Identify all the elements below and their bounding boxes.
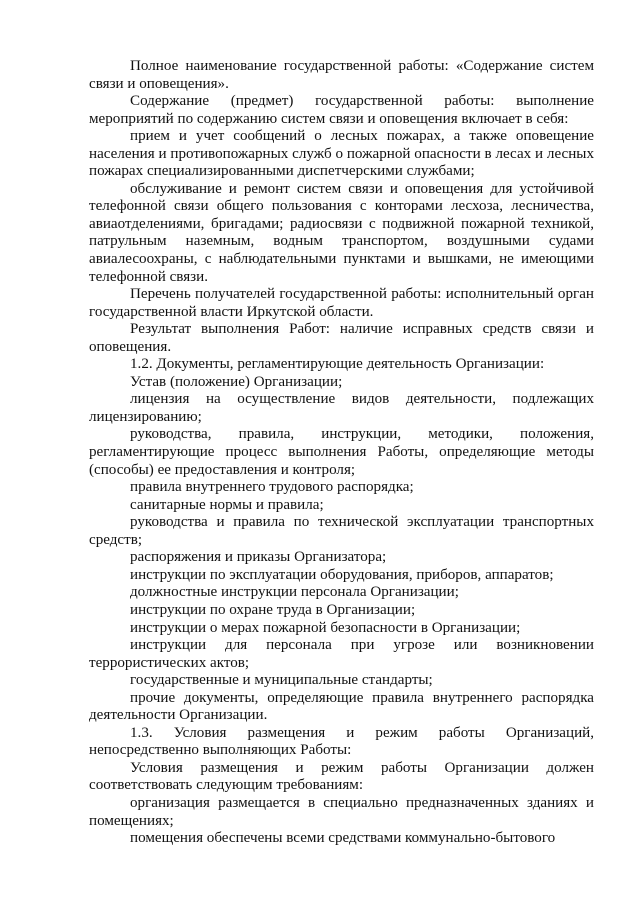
list-item: помещения обеспечены всеми средствами коммунально-бытового xyxy=(130,830,556,847)
list-item: инструкции для персонала при угрозе или возникновении террористических актов; xyxy=(89,637,594,671)
section-heading: 1.2. Документы, регламентирующие деятельность Организации: xyxy=(130,356,545,373)
list-item: государственные и муниципальные стандарты; xyxy=(130,672,433,689)
paragraph: обслуживание и ремонт систем связи и оповещения для устойчивой телефонной связи общего пользования с конторами лесхоза, лесничества, авиаотделениями, бригадами; радиосвязи с подвижной пожарной техникой, патрульным наземным, водным транспортом, воздушными судами авиалесоохраны, с наблюдательными пунктами и вышками, не имеющими телефонной связи. xyxy=(89,180,594,285)
paragraph: прием и учет сообщений о лесных пожарах, а также оповещение населения и противопожарных служб о пожарной опасности в лесах и лесных пожарах специализированными диспетчерскими службами; xyxy=(89,128,594,180)
document-page xyxy=(89,58,594,848)
list-item: Устав (положение) Организации; xyxy=(130,373,343,390)
paragraph: Условия размещения и режим работы Организации должен соответствовать следующим требованиям: xyxy=(89,759,594,794)
list-item: организация размещается в специально предназначенных зданиях и помещениях; xyxy=(89,794,594,829)
paragraph: Результат выполнения Работ: наличие исправных средств связи и оповещения. xyxy=(89,321,594,355)
list-item: прочие документы, определяющие правила внутреннего распорядка деятельности Организации. xyxy=(89,689,594,724)
list-item: инструкции о мерах пожарной безопасности в Организации; xyxy=(130,619,521,636)
list-item: санитарные нормы и правила; xyxy=(130,496,324,513)
list-item: инструкции по эксплуатации оборудования, приборов, аппаратов; xyxy=(130,566,554,583)
section-heading: 1.3. Условия размещения и режим работы Организаций, непосредственно выполняющих Работы: xyxy=(89,724,594,759)
list-item: инструкции по охране труда в Организации; xyxy=(130,601,416,618)
paragraph: Содержание (предмет) государственной работы: выполнение мероприятий по содержанию систем связи и оповещения включает в себя: xyxy=(89,93,594,127)
list-item: правила внутреннего трудового распорядка; xyxy=(130,479,414,496)
list-item: распоряжения и приказы Организатора; xyxy=(130,549,387,566)
list-item: руководства, правила, инструкции, методики, положения, регламентирующие процесс выполнения Работы, определяющие методы (способы) ее предоставления и контроля; xyxy=(89,426,594,478)
paragraph: Перечень получателей государственной работы: исполнительный орган государственной власти Иркутской области. xyxy=(89,286,594,320)
list-item: руководства и правила по технической эксплуатации транспортных средств; xyxy=(89,514,594,548)
list-item: должностные инструкции персонала Организации; xyxy=(130,584,459,601)
paragraph: Полное наименование государственной работы: «Содержание систем связи и оповещения». xyxy=(89,58,594,92)
list-item: лицензия на осуществление видов деятельности, подлежащих лицензированию; xyxy=(89,391,594,425)
